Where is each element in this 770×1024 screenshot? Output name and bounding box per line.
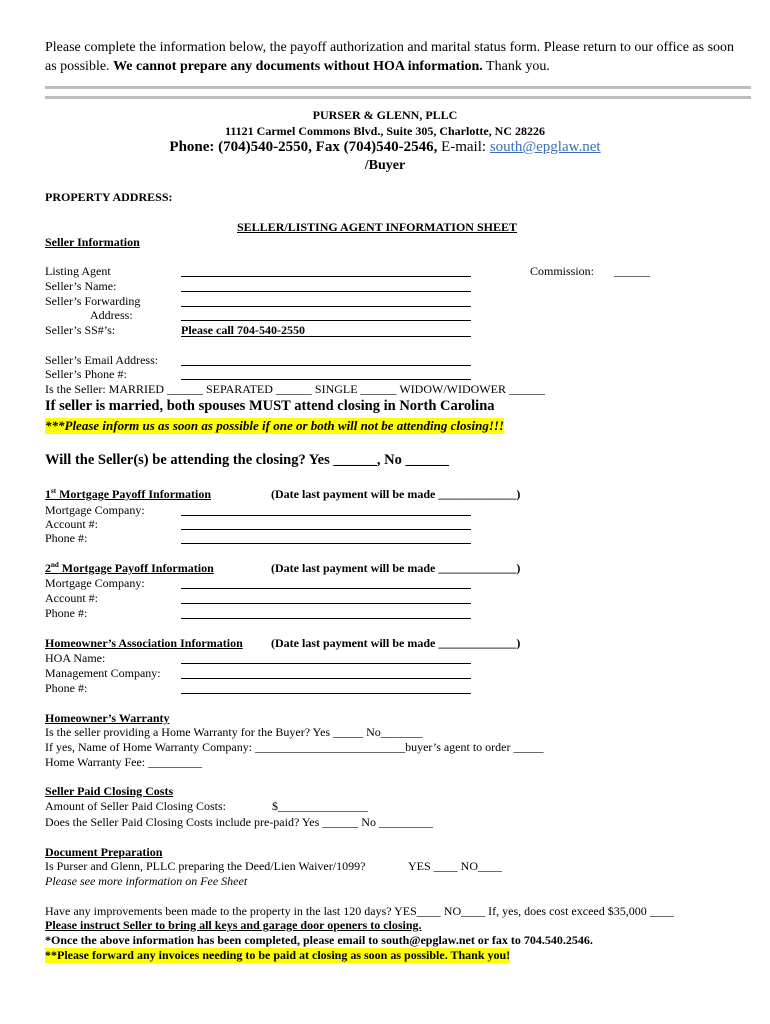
marital-status-row[interactable]: Is the Seller: MARRIED ______ SEPARATED ______ SINGLE ______ WIDOW/WIDOWER ______ — [45, 382, 545, 396]
firm-phone: Phone: (704)540-2550, — [169, 139, 312, 155]
married-notice: If seller is married, both spouses MUST attend closing in North Carolina — [45, 398, 495, 414]
seller-name-line[interactable] — [181, 291, 471, 292]
warranty-company[interactable]: If yes, Name of Home Warranty Company: _________________________buyer’s agent to order _____ — [45, 740, 544, 754]
attending-question[interactable]: Will the Seller(s) be attending the closing? Yes ______, No ______ — [45, 452, 449, 468]
divider-top — [45, 86, 751, 89]
hoa-name-label: HOA Name: — [45, 651, 106, 665]
commission-label: Commission: — [530, 264, 595, 278]
email-instruction: *Once the above information has been completed, please email to south@epglaw.net or fax to 704.540.2546. — [45, 933, 593, 947]
hoa-phone-label: Phone #: — [45, 681, 88, 695]
listing-agent-line[interactable] — [181, 276, 471, 277]
mortgage2-phone-label: Phone #: — [45, 606, 88, 620]
seller-name-label: Seller’s Name: — [45, 279, 117, 293]
sheet-title: SELLER/LISTING AGENT INFORMATION SHEET — [237, 220, 517, 234]
seller-email-line[interactable] — [181, 365, 471, 366]
seller-info-heading: Seller Information — [45, 235, 140, 249]
mortgage1-heading: 1st Mortgage Payoff Information — [45, 487, 212, 501]
mortgage1-account-label: Account #: — [45, 517, 98, 531]
forwarding-line-2[interactable] — [181, 320, 471, 321]
firm-name: PURSER & GLENN, PLLC — [312, 108, 458, 122]
mortgage1-account-line[interactable] — [181, 529, 471, 530]
firm-fax: Fax (704)540-2546, — [315, 139, 438, 155]
mortgage2-heading: 2nd Mortgage Payoff Information — [45, 561, 214, 575]
hoa-last-payment[interactable]: (Date last payment will be made _____________) — [271, 636, 521, 650]
warranty-question[interactable]: Is the seller providing a Home Warranty for the Buyer? Yes _____ No_______ — [45, 725, 423, 739]
invoices-notice: **Please forward any invoices needing to be paid at closing as soon as possible. Thank you! — [45, 948, 511, 962]
intro-thanks: Thank you. — [486, 59, 550, 74]
mortgage1-last-payment[interactable]: (Date last payment will be made _____________) — [271, 487, 521, 501]
mortgage1-phone-label: Phone #: — [45, 531, 88, 545]
hoa-management-line[interactable] — [181, 678, 471, 679]
warranty-heading: Homeowner’s Warranty — [45, 711, 170, 725]
mortgage2-account-label: Account #: — [45, 591, 98, 605]
hoa-phone-line[interactable] — [181, 693, 471, 694]
improvements-question[interactable]: Have any improvements been made to the property in the last 120 days? YES____ NO____ If, yes, does cost exceed $35,000 ____ — [45, 904, 674, 918]
mortgage2-phone-line[interactable] — [181, 618, 471, 619]
doc-prep-heading: Document Preparation — [45, 845, 163, 859]
firm-email-label: E-mail: — [441, 139, 487, 155]
doc-prep-answer[interactable]: YES ____ NO____ — [408, 859, 503, 873]
firm-contact — [0, 139, 770, 156]
mortgage2-company-label: Mortgage Company: — [45, 576, 145, 590]
divider-bottom — [45, 96, 751, 99]
hoa-management-label: Management Company: — [45, 666, 161, 680]
seller-ss-line[interactable] — [181, 336, 471, 337]
intro-text: Please complete the information below, the payoff authorization and marital status form. Please return to our office as soon as possible. — [45, 40, 735, 74]
mortgage1-company-line[interactable] — [181, 515, 471, 516]
closing-costs-amount-label: Amount of Seller Paid Closing Costs: — [45, 799, 227, 813]
seller-email-label: Seller’s Email Address: — [45, 353, 159, 367]
firm-address: 11121 Carmel Commons Blvd., Suite 305, Charlotte, NC 28226 — [225, 124, 545, 138]
closing-costs-heading: Seller Paid Closing Costs — [45, 784, 174, 798]
commission-blank[interactable]: ______ — [614, 264, 650, 278]
buyer-label: /Buyer — [364, 158, 406, 173]
mortgage2-last-payment[interactable]: (Date last payment will be made _____________) — [271, 561, 521, 575]
seller-phone-line[interactable] — [181, 379, 471, 380]
mortgage1-phone-line[interactable] — [181, 543, 471, 544]
forwarding-line-1[interactable] — [181, 306, 471, 307]
seller-phone-label: Seller’s Phone #: — [45, 367, 127, 381]
mortgage1-company-label: Mortgage Company: — [45, 503, 145, 517]
intro-paragraph — [45, 38, 735, 76]
firm-email-link[interactable]: south@epglaw.net — [489, 139, 601, 155]
forwarding-address-label: Address: — [90, 308, 133, 322]
inform-notice: ***Please inform us as soon as possible if one or both will not be attending closing!!! — [45, 418, 505, 433]
hoa-heading: Homeowner’s Association Information — [45, 636, 243, 650]
doc-prep-note: Please see more information on Fee Sheet — [45, 874, 248, 888]
listing-agent-label: Listing Agent — [45, 264, 111, 278]
mortgage2-company-line[interactable] — [181, 588, 471, 589]
seller-ss-label: Seller’s SS#’s: — [45, 323, 116, 337]
closing-costs-prepaid[interactable]: Does the Seller Paid Closing Costs include pre-paid? Yes ______ No _________ — [45, 815, 433, 829]
mortgage2-account-line[interactable] — [181, 603, 471, 604]
forwarding-label: Seller’s Forwarding — [45, 294, 141, 308]
seller-ss-value: Please call 704-540-2550 — [181, 323, 305, 337]
hoa-name-line[interactable] — [181, 663, 471, 664]
doc-prep-question: Is Purser and Glenn, PLLC preparing the Deed/Lien Waiver/1099? — [45, 859, 366, 873]
closing-costs-amount-blank[interactable]: $_______________ — [272, 799, 368, 813]
property-address-label: PROPERTY ADDRESS: — [45, 190, 173, 204]
warranty-fee[interactable]: Home Warranty Fee: _________ — [45, 755, 203, 769]
intro-hoa-warning: We cannot prepare any documents without HOA information. — [113, 59, 483, 74]
keys-instruction: Please instruct Seller to bring all keys and garage door openers to closing. — [45, 918, 422, 932]
